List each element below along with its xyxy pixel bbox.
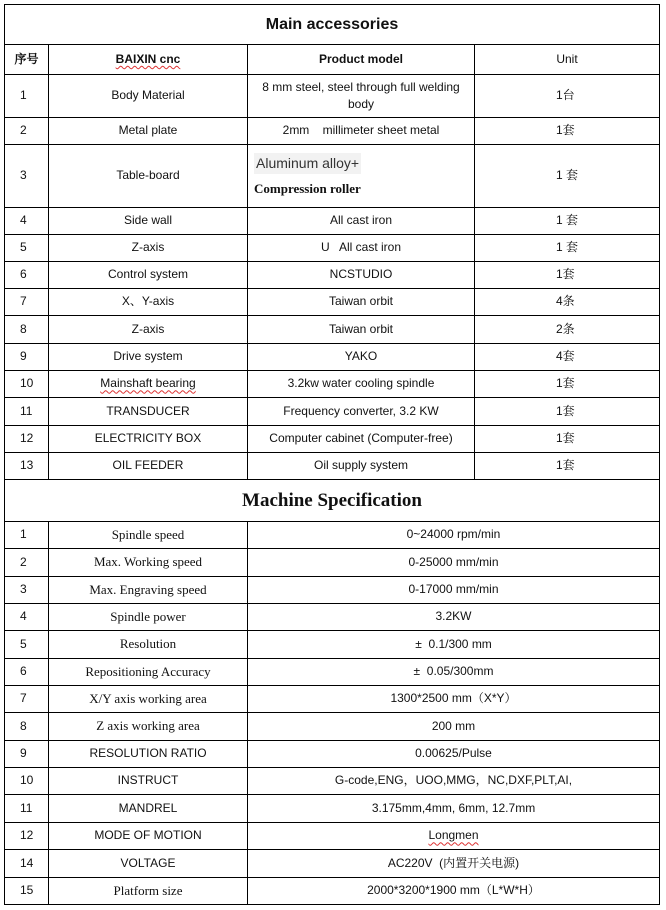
table-row: [5, 823, 660, 850]
spec-param: Spindle speed: [49, 522, 248, 549]
table-row: [5, 713, 660, 741]
item-unit: 1套: [475, 453, 660, 480]
row-number: 7: [5, 289, 49, 316]
row-number: 9: [5, 344, 49, 371]
item-model: [248, 145, 475, 208]
item-name: Table-board: [49, 145, 248, 208]
spec-param: INSTRUCT: [49, 768, 248, 795]
row-number: 6: [5, 262, 49, 289]
accessories-title-row: [5, 5, 660, 45]
item-unit: 4套: [475, 344, 660, 371]
row-number: 1: [5, 75, 49, 118]
item-name: Z-axis: [49, 235, 248, 262]
row-number: 10: [5, 371, 49, 398]
item-model: Computer cabinet (Computer-free): [248, 426, 475, 453]
row-number: 4: [5, 208, 49, 235]
item-name: Body Material: [49, 75, 248, 118]
item-name: Drive system: [49, 344, 248, 371]
table-row: [5, 426, 660, 453]
header-brand: BAIXIN cnc: [49, 45, 248, 75]
table-row: [5, 235, 660, 262]
table-row: [5, 850, 660, 878]
row-number: 11: [5, 398, 49, 426]
table-row: [5, 795, 660, 823]
item-unit: 1套: [475, 371, 660, 398]
table-row: [5, 686, 660, 713]
item-model: Taiwan orbit: [248, 316, 475, 344]
spec-value: 3.2KW: [248, 604, 660, 631]
item-model-line2: Compression roller: [254, 180, 361, 196]
item-model: 2mm millimeter sheet metal: [248, 118, 475, 145]
row-number: 12: [5, 426, 49, 453]
row-number: 9: [5, 741, 49, 768]
row-number: 6: [5, 659, 49, 686]
table-row: [5, 262, 660, 289]
spec-param: Z axis working area: [49, 713, 248, 741]
spec-value: 1300*2500 mm（X*Y）: [248, 686, 660, 713]
table-row: [5, 577, 660, 604]
item-name: Mainshaft bearing: [49, 371, 248, 398]
item-name: Side wall: [49, 208, 248, 235]
item-unit: 1套: [475, 398, 660, 426]
item-name: TRANSDUCER: [49, 398, 248, 426]
table-row: [5, 768, 660, 795]
row-number: 8: [5, 713, 49, 741]
table-row: [5, 549, 660, 577]
item-unit: 1台: [475, 75, 660, 118]
header-product-model: Product model: [248, 45, 475, 75]
table-row: [5, 289, 660, 316]
row-number: 7: [5, 686, 49, 713]
table-row: [5, 659, 660, 686]
spec-value: G-code,ENG，UOO,MMG，NC,DXF,PLT,AI,: [248, 768, 660, 795]
item-unit: 1 套: [475, 145, 660, 208]
spec-value: 0-17000 mm/min: [248, 577, 660, 604]
item-model: U All cast iron: [248, 235, 475, 262]
spec-table: [4, 4, 660, 905]
header-unit: Unit: [475, 45, 660, 75]
spec-param: VOLTAGE: [49, 850, 248, 878]
item-unit: 1 套: [475, 235, 660, 262]
table-row: [5, 453, 660, 480]
row-number: 8: [5, 316, 49, 344]
spec-value: 2000*3200*1900 mm（L*W*H）: [248, 878, 660, 905]
item-unit: 1套: [475, 118, 660, 145]
item-unit: 4条: [475, 289, 660, 316]
spec-value: ± 0.1/300 mm: [248, 631, 660, 659]
row-number: 11: [5, 795, 49, 823]
spec-value: Longmen: [248, 823, 660, 850]
table-row: [5, 878, 660, 905]
spec-param: Platform size: [49, 878, 248, 905]
table-row: [5, 208, 660, 235]
table-row: [5, 371, 660, 398]
row-number: 14: [5, 850, 49, 878]
accessories-header-row: [5, 45, 660, 75]
table-row: [5, 522, 660, 549]
table-row: [5, 741, 660, 768]
row-number: 2: [5, 549, 49, 577]
spec-param: Max. Working speed: [49, 549, 248, 577]
item-model: 8 mm steel, steel through full welding body: [248, 75, 475, 118]
item-name: Metal plate: [49, 118, 248, 145]
item-name: Control system: [49, 262, 248, 289]
row-number: 3: [5, 145, 49, 208]
item-name: OIL FEEDER: [49, 453, 248, 480]
row-number: 15: [5, 878, 49, 905]
table-row: [5, 344, 660, 371]
spec-param: MANDREL: [49, 795, 248, 823]
specification-title-row: [5, 480, 660, 522]
spec-value: AC220V (内置开关电源): [248, 850, 660, 878]
row-number: 5: [5, 631, 49, 659]
table-row: [5, 118, 660, 145]
row-number: 3: [5, 577, 49, 604]
row-number: 5: [5, 235, 49, 262]
item-name: X、Y-axis: [49, 289, 248, 316]
row-number: 13: [5, 453, 49, 480]
item-unit: 2条: [475, 316, 660, 344]
table-row: [5, 398, 660, 426]
row-number: 1: [5, 522, 49, 549]
item-unit: 1套: [475, 426, 660, 453]
item-model: 3.2kw water cooling spindle: [248, 371, 475, 398]
row-number: 2: [5, 118, 49, 145]
table-row: [5, 604, 660, 631]
table-row: [5, 631, 660, 659]
row-number: 4: [5, 604, 49, 631]
item-model: Oil supply system: [248, 453, 475, 480]
item-model: Taiwan orbit: [248, 289, 475, 316]
spec-param: X/Y axis working area: [49, 686, 248, 713]
spec-param: RESOLUTION RATIO: [49, 741, 248, 768]
spec-param: Resolution: [49, 631, 248, 659]
header-serial: 序号: [5, 45, 49, 75]
table-row: [5, 316, 660, 344]
table-row: [5, 145, 660, 208]
item-name: ELECTRICITY BOX: [49, 426, 248, 453]
specification-title: Machine Specification: [5, 480, 660, 522]
item-unit: 1套: [475, 262, 660, 289]
spec-value: 200 mm: [248, 713, 660, 741]
spec-value: ± 0.05/300mm: [248, 659, 660, 686]
item-model: NCSTUDIO: [248, 262, 475, 289]
item-unit: 1 套: [475, 208, 660, 235]
table-row: [5, 75, 660, 118]
spec-param: Spindle power: [49, 604, 248, 631]
spec-param: Repositioning Accuracy: [49, 659, 248, 686]
spec-value: 3.175mm,4mm, 6mm, 12.7mm: [248, 795, 660, 823]
spec-value: 0-25000 mm/min: [248, 549, 660, 577]
item-model: All cast iron: [248, 208, 475, 235]
item-model: YAKO: [248, 344, 475, 371]
item-model: Frequency converter, 3.2 KW: [248, 398, 475, 426]
spec-value: 0~24000 rpm/min: [248, 522, 660, 549]
accessories-title: Main accessories: [5, 5, 660, 45]
item-model-line1: Aluminum alloy+: [254, 153, 361, 173]
row-number: 12: [5, 823, 49, 850]
item-name: Z-axis: [49, 316, 248, 344]
spec-value: 0.00625/Pulse: [248, 741, 660, 768]
spec-param: Max. Engraving speed: [49, 577, 248, 604]
row-number: 10: [5, 768, 49, 795]
spec-param: MODE OF MOTION: [49, 823, 248, 850]
